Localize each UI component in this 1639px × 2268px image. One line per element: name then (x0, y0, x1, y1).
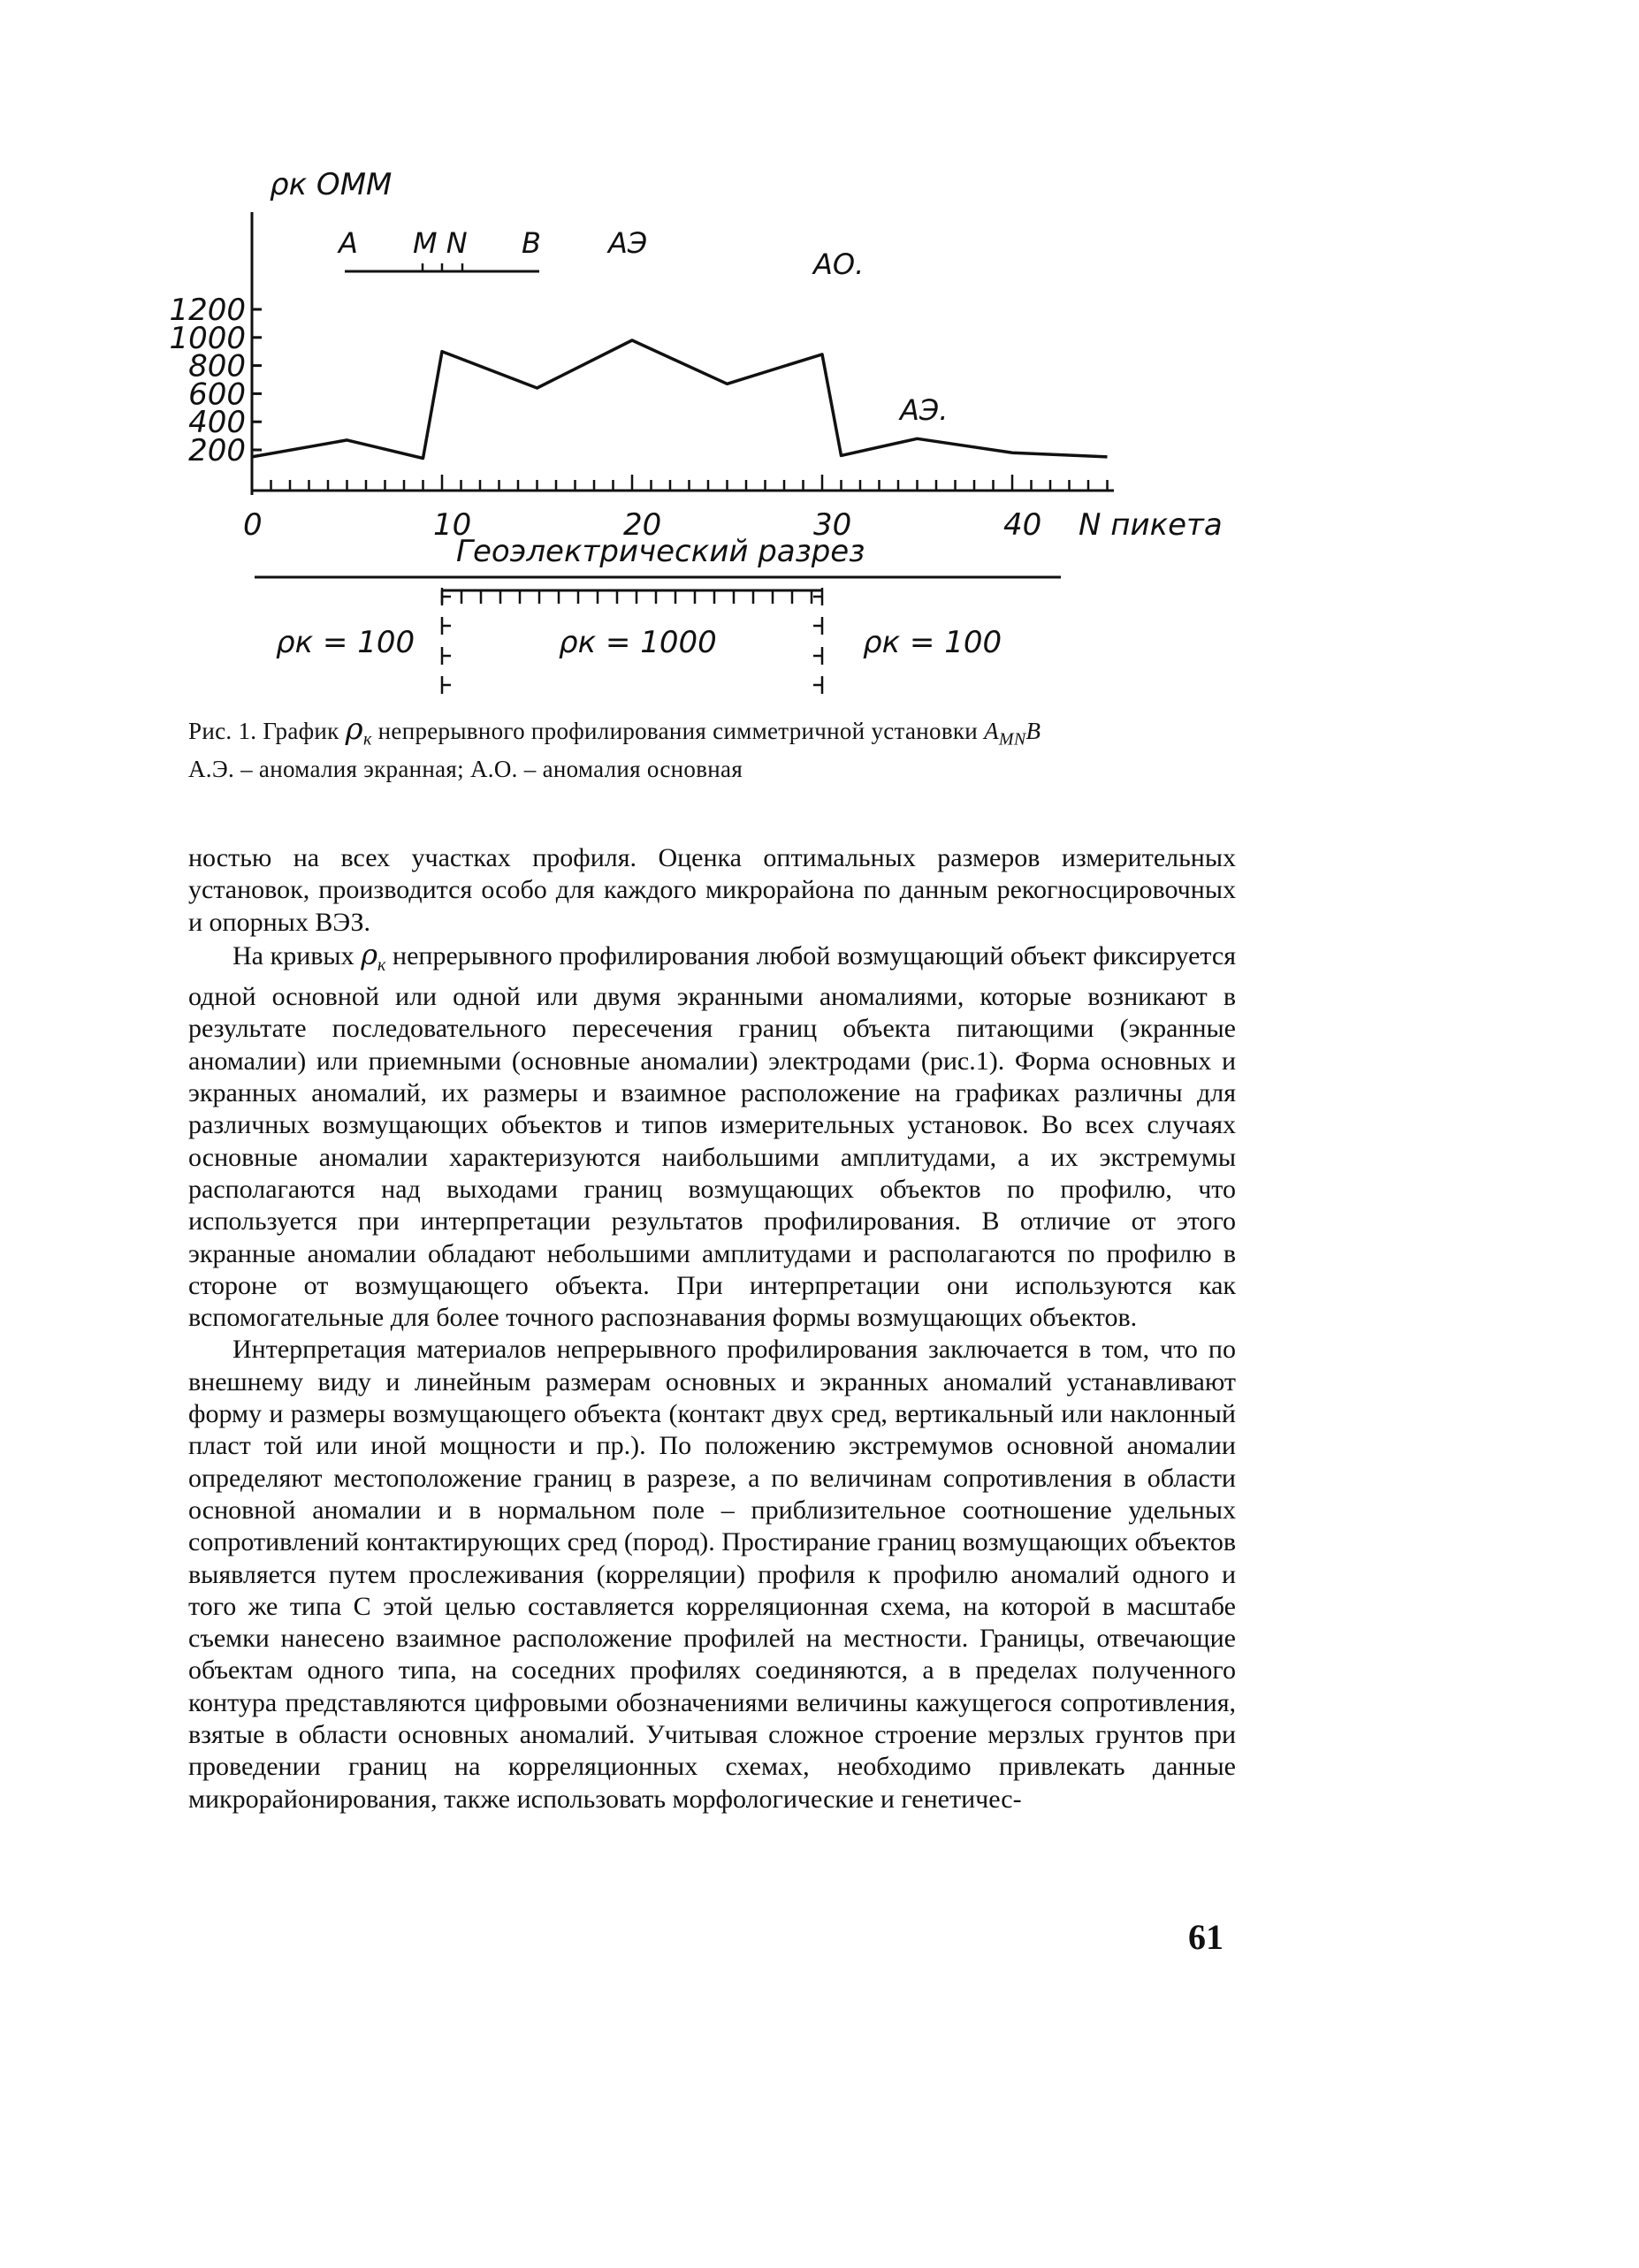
y-tick-label: 800 (188, 348, 246, 384)
annotation-ae-right: АЭ. (900, 393, 949, 427)
rho-right-label: ρк = 100 (863, 625, 1002, 660)
rho-k-curve (252, 340, 1108, 459)
paragraph-1: ностью на всех участках профиля. Оценка оптимальных размеров измерительных установок, производится особо для каждого микрорайона по данным рекогносцировочных и опорных ВЭЗ. (188, 843, 1236, 937)
rho-mid-label: ρк = 1000 (559, 625, 717, 660)
x-tick-label: 40 (1003, 507, 1042, 543)
y-axis-title: ρк ОММ (270, 167, 393, 202)
array-label-mn: M N (413, 226, 468, 260)
x-tick-label: 30 (813, 507, 852, 543)
y-tick-label: 400 (188, 405, 246, 441)
x-tick-label: 0 (243, 507, 263, 543)
caption-line-2: А.Э. – аномалия экранная; А.О. – аномалия основная (188, 756, 743, 783)
page-number: 61 (1188, 1917, 1224, 1957)
figure-caption (188, 714, 1249, 784)
section-title: Геоэлектрический разрез (456, 534, 865, 569)
figure-1 (169, 159, 1273, 707)
x-minor-ticks (252, 475, 1108, 491)
array-label-a: A (339, 226, 358, 260)
annotation-ao: АО. (813, 247, 865, 281)
electrode-array (337, 226, 541, 271)
y-tick-label: 1200 (169, 293, 246, 328)
rho-left-label: ρк = 100 (276, 625, 415, 660)
x-tick-label: 10 (433, 507, 472, 543)
y-tick-label: 200 (188, 433, 246, 468)
x-tick-label: 20 (623, 507, 662, 543)
paragraph-3: Интерпретация материалов непрерывного профилирования заключается в том, что по внешнему виду и линейным размерам основных и экранных аномалий устанавливают форму и размеры возмущающего объекта (контакт двух сред, вертикальный или наклонный пласт той или иной мощности и пр.). По положению экстремумов основной аномалии определяют местоположение границ в разрезе, а по величинам сопротивления в области основной аномалии и в нормальном поле – приблизительное соотношение удельных сопротивлений контактирующих сред (пород). Простирание границ возмущающих объектов выявляется путем прослеживания (корреляции) профиля к профилю аномалий одного и того же типа С этой целью составляется корреляционная схема, на которой в масштабе съемки нанесено взаимное расположение профилей на местности. Границы, отвечающие объектам одного типа, на соседних профилях соединяются, а в пределах полученного контура представляются цифровыми обозначениями величины кажущегося сопротивления, взятые в области основных аномалий. Учитывая сложное строение мерзлых грунтов при проведении границ на корреляционных схемах, необходимо привлекать данные микрорайонирования, также использовать морфологические и генетичес- (188, 1335, 1236, 1814)
rho-symbol: ρ (345, 712, 363, 747)
rho-symbol-inline: ρ (361, 937, 378, 971)
array-label-b: B (522, 226, 541, 260)
paragraph-2: На кривых $\rho_к$ непрерывного профилирования любой возмущающий объект фиксируется одной основной или одной или двумя экранными аномалиями, которые возникают в результате последовательного пересечения границ объекта питающими (экранные аномалии) или приемными (основные аномалии) электродами (рис.1). Форма основных и экранных аномалий, их размеры и взаимное расположение на графиках различны для различных возмущающих объектов и типов измерительных установок. Во всех случаях основные аномалии характеризуются наибольшими амплитудами, а их экстремумы располагаются над выходами границ возмущающих объектов по профилю, что используется при интерпретации результатов профилирования. В отличие от этого экранные аномалии обладают небольшими амплитудами и располагаются по профилю в стороне от возмущающего объекта. При интерпретации они используются как вспомогательные для более точного распознавания формы возмущающих объектов. (188, 937, 1237, 1333)
y-tick-label: 1000 (169, 320, 246, 356)
caption-line-1: Рис. 1. График $\rho_к$ непрерывного профилирования симметричной установки $A_{MN}B$ (188, 712, 1041, 750)
annotation-ae-top: АЭ (608, 226, 648, 260)
body-text (188, 842, 1236, 1815)
y-tick-label: 600 (188, 377, 246, 413)
x-axis-title: N пикета (1079, 507, 1223, 543)
array-symbol: A (984, 718, 999, 744)
y-ticks (169, 293, 262, 468)
